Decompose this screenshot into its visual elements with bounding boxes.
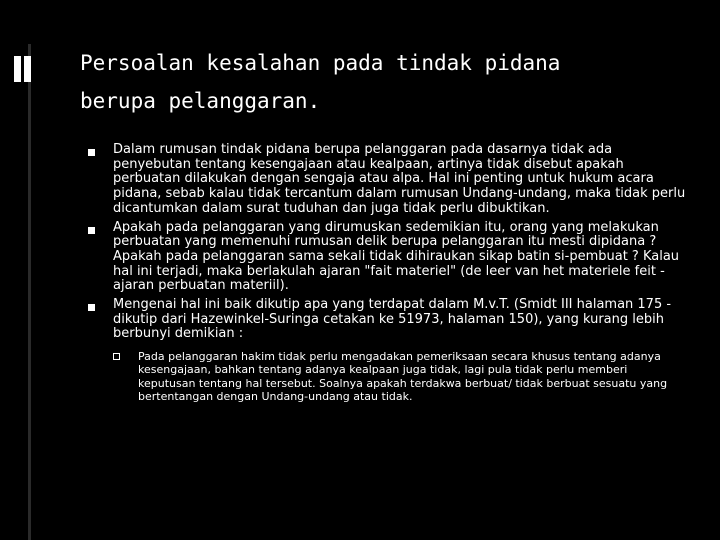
hollow-square-bullet-icon xyxy=(113,353,120,360)
square-bullet-icon xyxy=(88,304,95,311)
bullet-text: Mengenai hal ini baik dikutip apa yang terdapat dalam M.v.T. (Smidt III halaman 175 - dikutip dari Hazewinkel-Suringa cetakan ke 51973, halaman 150), yang kurang lebih berbunyi demikian : xyxy=(113,297,672,342)
square-bullet-icon xyxy=(88,227,95,234)
bullet-text: Dalam rumusan tindak pidana berupa pelanggaran pada dasarnya tidak ada penyebutan tentang kesengajaan atau kealpaan, artinya tidak disebut apakah perbuatan dilakukan dengan sengaja atau alpa. Hal ini penting untuk hukum acara pidana, sebab kalau tidak tercantum dalam rumusan Undang-undang, maka tidak perlu dicantumkan dalam surat tuduhan dan juga tidak perlu dibuktikan. xyxy=(113,142,686,216)
sub-bullet-text: Pada pelanggaran hakim tidak perlu mengadakan pemeriksaan secara khusus tentang adanya kesengajaan, bahkan tentang adanya kealpaan juga tidak, lagi pula tidak perlu memberi keputusan tentang hal tersebut. Soalnya apakah terdakwa berbuat/ tidak berbuat sesuatu yang bertentangan dengan Undang-undang atau tidak. xyxy=(138,350,668,403)
slide-body xyxy=(88,143,688,403)
bullet-item xyxy=(88,221,688,295)
sub-bullet-item xyxy=(88,350,688,403)
slide-title: Persoalan kesalahan pada tindak pidana berupa pelanggaran. xyxy=(80,51,561,113)
left-divider xyxy=(28,44,31,540)
bullet-text: Apakah pada pelanggaran yang dirumuskan sedemikian itu, orang yang melakukan perbuatan yang memenuhi rumusan delik berupa pelanggaran itu mesti dipidana ? Apakah pada pelanggaran sama sekali tidak dihiraukan sikap batin si-pembuat ? Kalau hal ini terjadi, maka berlakulah ajaran "fait materiel" (de leer van het materiele feit - ajaran perbuatan materiil). xyxy=(113,219,680,294)
accent-bar-right xyxy=(24,56,31,82)
accent-bar-left xyxy=(14,56,21,82)
bullet-item xyxy=(88,143,688,217)
square-bullet-icon xyxy=(88,149,95,156)
bullet-item xyxy=(88,298,688,342)
